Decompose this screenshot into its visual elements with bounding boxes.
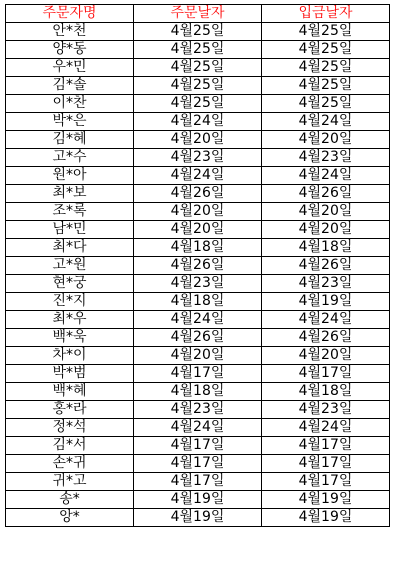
order-date-cell: 4월24일 [134,113,262,131]
order-date-cell: 4월23일 [134,275,262,293]
deposit-date-cell: 4월17일 [262,365,390,383]
table-row [6,347,390,365]
table-row [6,149,390,167]
order-date-cell: 4월26일 [134,329,262,347]
orderer-name-cell: 박*범 [6,365,134,383]
orderer-name-cell: 우*민 [6,59,134,77]
orderer-name-cell: 고*원 [6,257,134,275]
orderer-name-cell: 박*은 [6,113,134,131]
table-row [6,113,390,131]
table-row [6,509,390,527]
table-row [6,221,390,239]
table-row [6,365,390,383]
order-date-cell: 4월20일 [134,131,262,149]
orderer-name-cell: 백*욱 [6,329,134,347]
order-payment-table [5,4,390,527]
table-row [6,59,390,77]
order-date-cell: 4월24일 [134,311,262,329]
orderer-name-cell: 송* [6,491,134,509]
table-row [6,329,390,347]
deposit-date-cell: 4월19일 [262,293,390,311]
deposit-date-cell: 4월26일 [262,329,390,347]
table-row [6,95,390,113]
table-row [6,167,390,185]
order-date-cell: 4월20일 [134,203,262,221]
deposit-date-cell: 4월20일 [262,347,390,365]
table-row [6,41,390,59]
table-row [6,401,390,419]
orderer-name-cell: 고*수 [6,149,134,167]
orderer-name-cell: 홍*라 [6,401,134,419]
table-row [6,131,390,149]
deposit-date-cell: 4월25일 [262,77,390,95]
table-row [6,311,390,329]
orderer-name-cell: 김*서 [6,437,134,455]
header-orderer-name: 주문자명 [6,5,134,23]
orderer-name-cell: 이*찬 [6,95,134,113]
order-date-cell: 4월17일 [134,455,262,473]
deposit-date-cell: 4월17일 [262,437,390,455]
deposit-date-cell: 4월17일 [262,455,390,473]
order-date-cell: 4월17일 [134,437,262,455]
orderer-name-cell: 앙* [6,509,134,527]
orderer-name-cell: 양*동 [6,41,134,59]
deposit-date-cell: 4월23일 [262,275,390,293]
orderer-name-cell: 최*다 [6,239,134,257]
table-header-row [6,5,390,23]
header-deposit-date: 입금날자 [262,5,390,23]
deposit-date-cell: 4월25일 [262,41,390,59]
order-date-cell: 4월19일 [134,491,262,509]
orderer-name-cell: 손*귀 [6,455,134,473]
deposit-date-cell: 4월23일 [262,149,390,167]
order-date-cell: 4월19일 [134,509,262,527]
orderer-name-cell: 김*혜 [6,131,134,149]
deposit-date-cell: 4월23일 [262,401,390,419]
table-row [6,239,390,257]
table-row [6,383,390,401]
deposit-date-cell: 4월18일 [262,239,390,257]
order-date-cell: 4월23일 [134,149,262,167]
orderer-name-cell: 차*이 [6,347,134,365]
orderer-name-cell: 현*궁 [6,275,134,293]
orderer-name-cell: 백*혜 [6,383,134,401]
table-row [6,419,390,437]
deposit-date-cell: 4월18일 [262,383,390,401]
order-date-cell: 4월18일 [134,293,262,311]
orderer-name-cell: 정*석 [6,419,134,437]
table-row [6,23,390,41]
deposit-date-cell: 4월26일 [262,185,390,203]
orderer-name-cell: 남*민 [6,221,134,239]
order-date-cell: 4월25일 [134,95,262,113]
table-row [6,257,390,275]
deposit-date-cell: 4월20일 [262,203,390,221]
deposit-date-cell: 4월24일 [262,113,390,131]
order-date-cell: 4월17일 [134,365,262,383]
orderer-name-cell: 진*지 [6,293,134,311]
deposit-date-cell: 4월17일 [262,473,390,491]
deposit-date-cell: 4월20일 [262,131,390,149]
order-date-cell: 4월23일 [134,401,262,419]
order-date-cell: 4월20일 [134,221,262,239]
orderer-name-cell: 최*보 [6,185,134,203]
deposit-date-cell: 4월20일 [262,221,390,239]
table-row [6,185,390,203]
table-row [6,437,390,455]
order-date-cell: 4월17일 [134,473,262,491]
deposit-date-cell: 4월26일 [262,257,390,275]
order-date-cell: 4월25일 [134,23,262,41]
order-date-cell: 4월24일 [134,167,262,185]
table-row [6,77,390,95]
table-row [6,203,390,221]
order-date-cell: 4월25일 [134,59,262,77]
order-date-cell: 4월18일 [134,383,262,401]
orderer-name-cell: 최*우 [6,311,134,329]
table-row [6,275,390,293]
order-date-cell: 4월26일 [134,257,262,275]
deposit-date-cell: 4월24일 [262,419,390,437]
deposit-date-cell: 4월25일 [262,95,390,113]
order-date-cell: 4월25일 [134,41,262,59]
deposit-date-cell: 4월25일 [262,23,390,41]
orderer-name-cell: 원*아 [6,167,134,185]
order-date-cell: 4월24일 [134,419,262,437]
order-date-cell: 4월20일 [134,347,262,365]
order-date-cell: 4월18일 [134,239,262,257]
deposit-date-cell: 4월19일 [262,491,390,509]
orderer-name-cell: 안*천 [6,23,134,41]
deposit-date-cell: 4월19일 [262,509,390,527]
deposit-date-cell: 4월24일 [262,311,390,329]
table-row [6,293,390,311]
order-date-cell: 4월26일 [134,185,262,203]
orderer-name-cell: 귀*고 [6,473,134,491]
order-date-cell: 4월25일 [134,77,262,95]
deposit-date-cell: 4월25일 [262,59,390,77]
orderer-name-cell: 조*록 [6,203,134,221]
table-row [6,491,390,509]
deposit-date-cell: 4월24일 [262,167,390,185]
header-order-date: 주문날자 [134,5,262,23]
table-row [6,455,390,473]
orderer-name-cell: 김*솔 [6,77,134,95]
table-row [6,473,390,491]
table-body [6,23,390,527]
